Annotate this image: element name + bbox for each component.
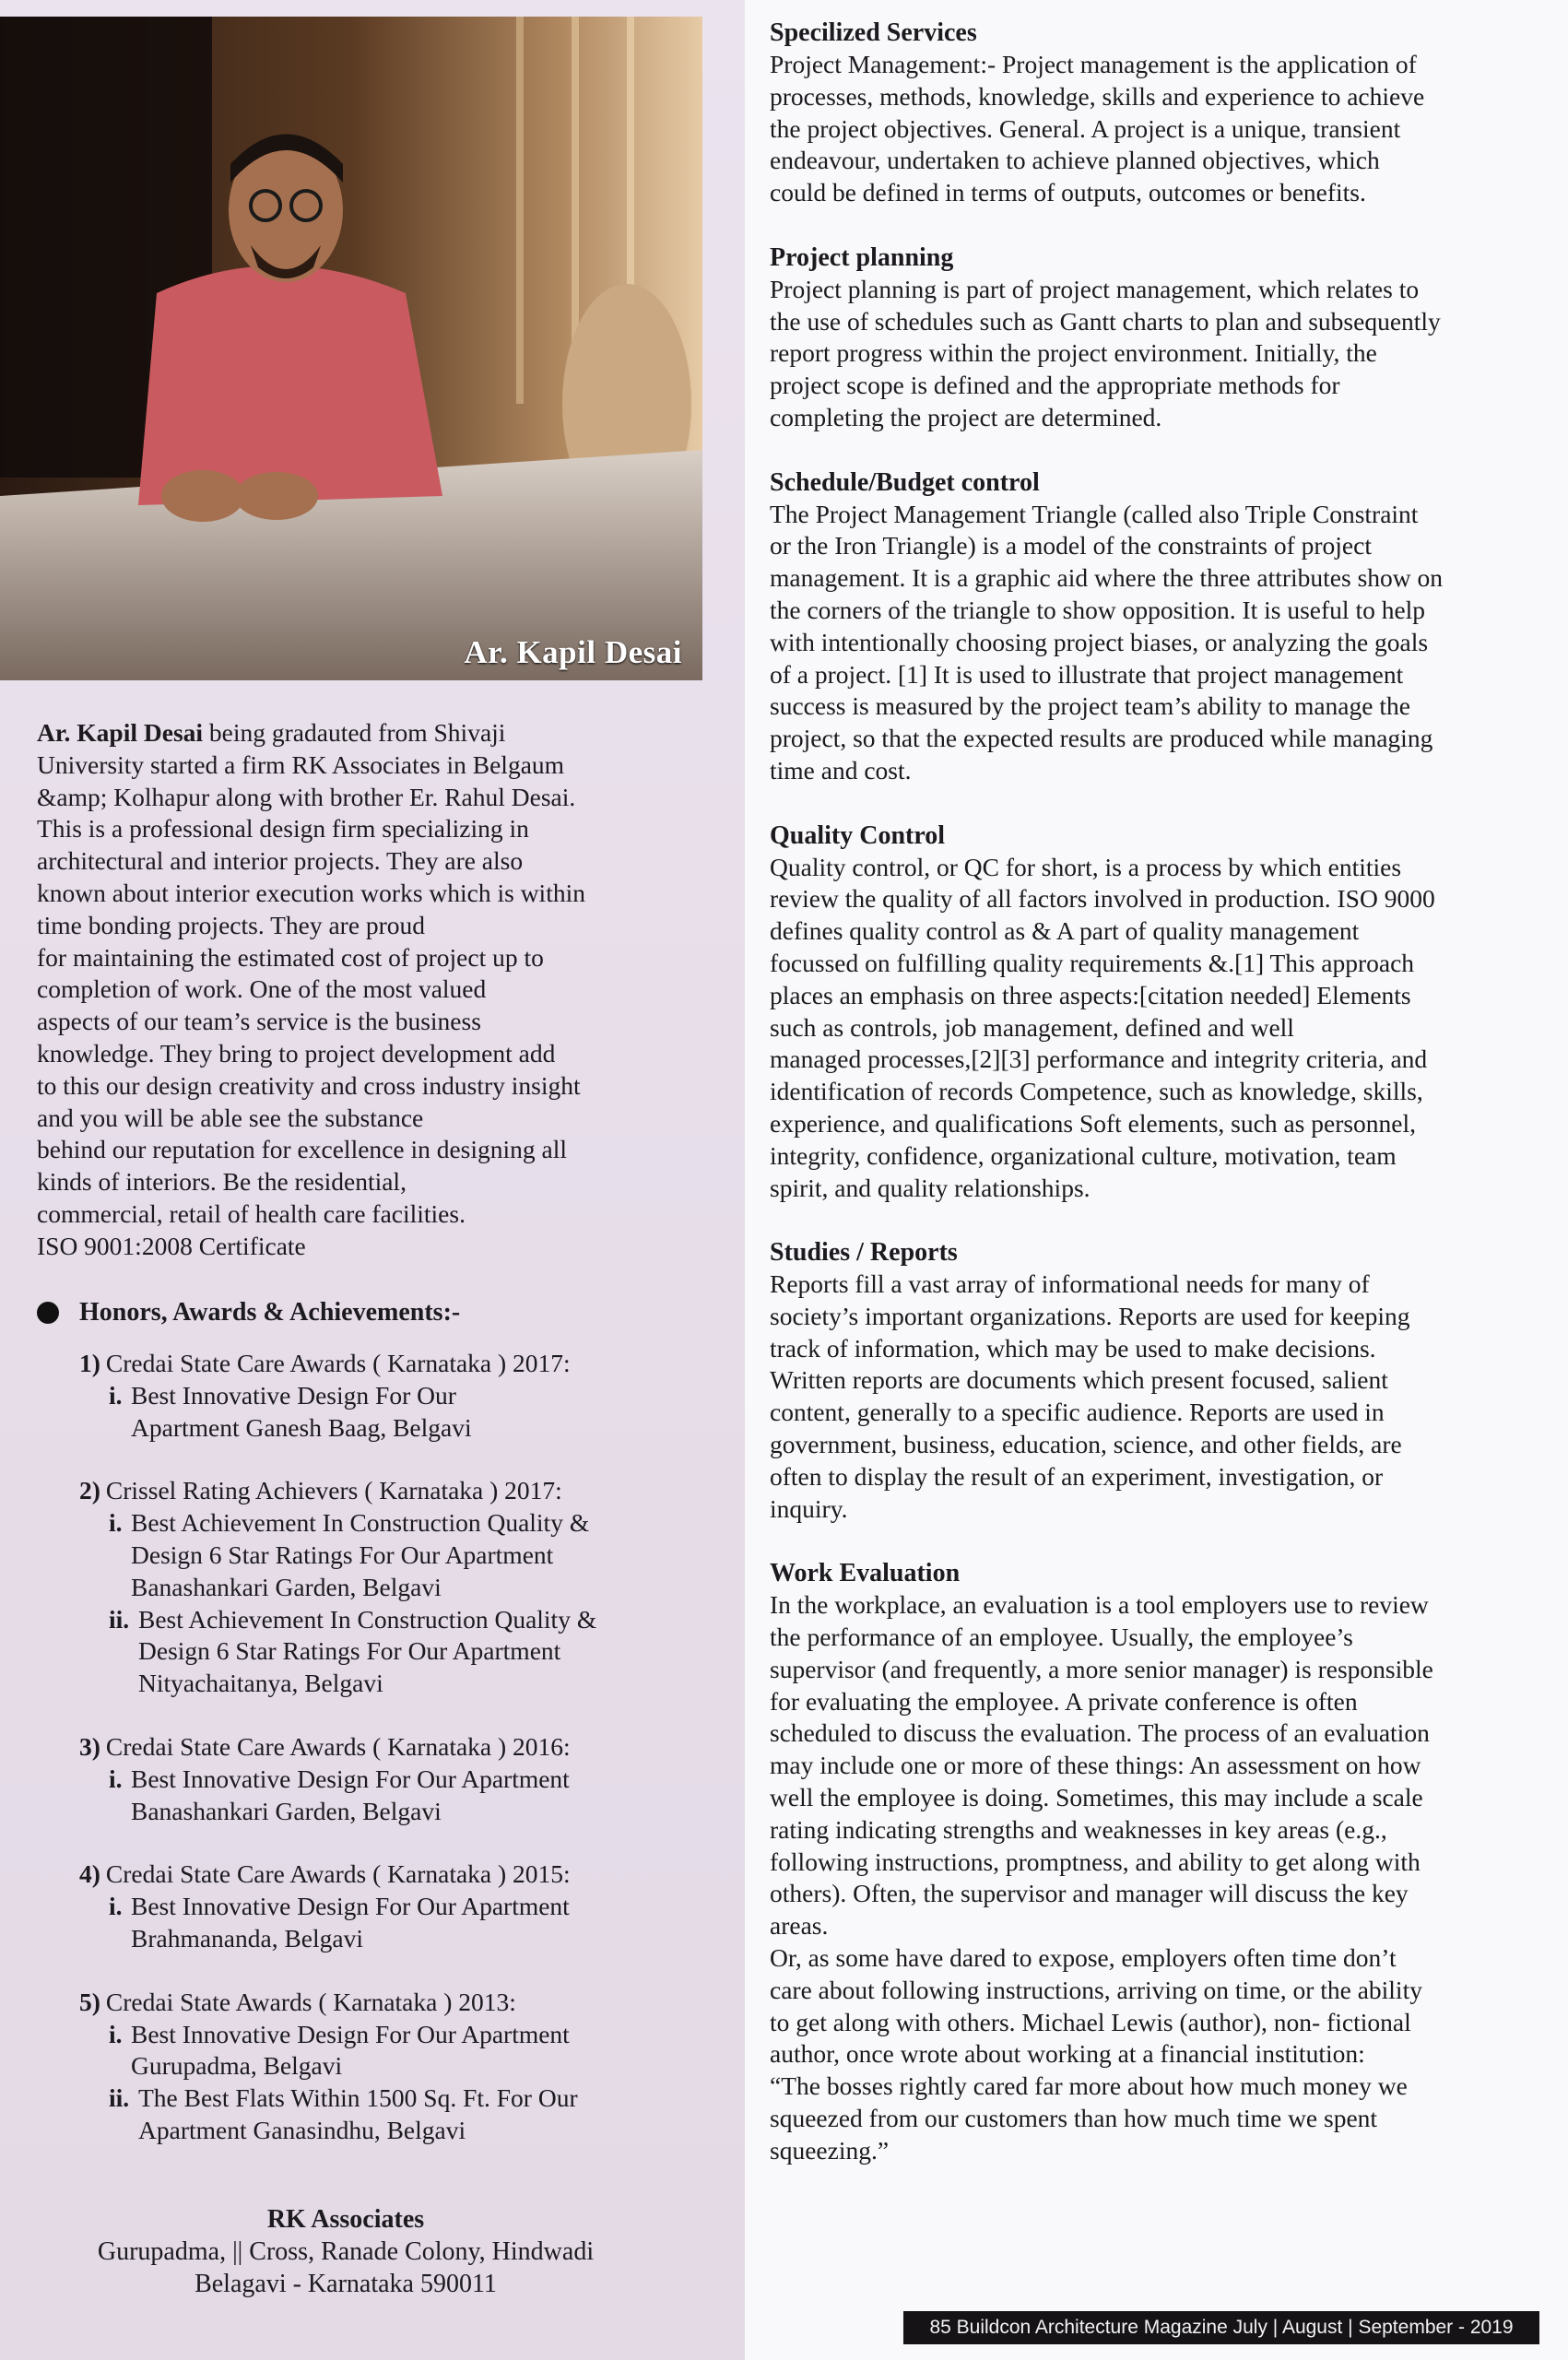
company-name: RK Associates <box>266 2205 425 2234</box>
section <box>770 466 1511 787</box>
section-line: the project objectives. General. A project is a unique, transient <box>770 113 1401 143</box>
award-item <box>79 1987 706 2147</box>
section-line: Quality control, or QC for short, is a process by which entities <box>770 852 1402 881</box>
section-line: rating indicating strengths and weaknesses in key areas (e.g., <box>770 1814 1387 1844</box>
section-line: the use of schedules such as Gantt charts to plan and subsequently <box>770 306 1441 336</box>
section-line: supervisor (and frequently, a more senior manager) is responsible <box>770 1654 1433 1683</box>
section-title: Work Evaluation <box>770 1559 961 1588</box>
bullet-icon <box>37 1302 59 1324</box>
award-subitem: i. Best Achievement In Construction Quality & Design 6 Star Ratings For Our Apartment Banashankari Garden, Belgavi <box>109 1508 590 1601</box>
section-line: others). Often, the supervisor and manager will discuss the key <box>770 1879 1409 1908</box>
section-title: Studies / Reports <box>770 1238 958 1268</box>
bio-line: to this our design creativity and cross industry insight <box>37 1070 581 1100</box>
bio-line: commercial, retail of health care facilities. <box>37 1198 466 1228</box>
section <box>770 1557 1511 2166</box>
award-subitem: i. Best Innovative Design For Our Apartment Ganesh Baag, Belgavi <box>109 1380 472 1442</box>
section-title: Specilized Services <box>770 18 977 47</box>
bio-line: known about interior execution works which is within <box>37 878 585 907</box>
section-line: scheduled to discuss the evaluation. The process of an evaluation <box>770 1718 1430 1748</box>
bio-line: Ar. Kapil Desai being gradauted from Shivaji <box>37 718 506 747</box>
section-line: author, once wrote about working at a financial institution: <box>770 2039 1365 2069</box>
awards-list <box>79 1348 706 2178</box>
section-line: squeezing.” <box>770 2135 890 2165</box>
section-title: Quality Control <box>770 820 946 850</box>
section-line: focussed on fulfilling quality requirements &.[1] This approach <box>770 948 1415 977</box>
section-line: inquiry. <box>770 1493 848 1523</box>
bio-line: &amp; Kolhapur along with brother Er. Rahul Desai. <box>37 782 576 811</box>
section-line: identification of records Competence, such as knowledge, skills, <box>770 1077 1423 1106</box>
portrait-illustration <box>0 17 702 680</box>
company-address <box>28 2203 664 2300</box>
award-item <box>79 1731 706 1827</box>
section-line: the performance of an employee. Usually, the employee’s <box>770 1622 1353 1652</box>
section-line: In the workplace, an evaluation is a tool employers use to review <box>770 1590 1429 1620</box>
section-line: Written reports are documents which present focused, salient <box>770 1365 1388 1395</box>
honors-heading-text: Honors, Awards & Achievements:- <box>79 1298 461 1327</box>
section-body <box>770 49 1511 209</box>
address-line-1: Gurupadma, || Cross, Ranade Colony, Hindwadi <box>97 2237 595 2266</box>
section-line: project scope is defined and the appropriate methods for <box>770 371 1340 400</box>
bio-line: and you will be able see the substance <box>37 1103 424 1132</box>
section <box>770 17 1511 209</box>
section-line: Or, as some have dared to expose, employers often time don’t <box>770 1943 1397 1973</box>
section-line: time and cost. <box>770 755 912 785</box>
section-line: may include one or more of these things: An assessment on how <box>770 1751 1421 1780</box>
section-line: completing the project are determined. <box>770 402 1162 431</box>
honors-heading <box>37 1298 460 1328</box>
section-body <box>770 1268 1511 1525</box>
section-body <box>770 852 1511 1205</box>
section-line: well the employee is doing. Sometimes, this may include a scale <box>770 1783 1423 1812</box>
bio-line: ISO 9001:2008 Certificate <box>37 1231 306 1260</box>
award-title: 5) Credai State Awards ( Karnataka ) 2013: <box>79 1987 516 2016</box>
section-line: government, business, education, science, and other fields, are <box>770 1430 1402 1459</box>
section-line: endeavour, undertaken to achieve planned objectives, which <box>770 146 1380 175</box>
section-line: of a project. [1] It is used to illustrate that project management <box>770 659 1404 689</box>
section-title: Schedule/Budget control <box>770 467 1040 497</box>
section-line: experience, and qualifications Soft elements, such as personnel, <box>770 1108 1417 1138</box>
section-line: often to display the result of an experiment, investigation, or <box>770 1461 1384 1491</box>
section-line: defines quality control as & A part of quality management <box>770 916 1360 946</box>
portrait-photo <box>0 17 702 680</box>
bio-line: architectural and interior projects. They are also <box>37 846 524 876</box>
bio-line: behind our reputation for excellence in designing all <box>37 1135 568 1164</box>
bio-line: This is a professional design firm specializing in <box>37 814 529 844</box>
section-line: management. It is a graphic aid where the three attributes show on <box>770 563 1444 593</box>
section <box>770 242 1511 434</box>
section-body <box>770 1589 1511 2166</box>
bio-line: knowledge. They bring to project development add <box>37 1038 556 1068</box>
award-title: 4) Credai State Care Awards ( Karnataka ) 2015: <box>79 1859 571 1889</box>
section-body <box>770 274 1511 434</box>
section-line: squeezed from our customers than how much time we spent <box>770 2104 1378 2133</box>
award-title: 3) Credai State Care Awards ( Karnataka ) 2016: <box>79 1731 571 1761</box>
section-line: the corners of the triangle to show opposition. It is useful to help <box>770 595 1426 624</box>
section-title: Project planning <box>770 242 954 272</box>
section-line: areas. <box>770 1911 829 1941</box>
award-item <box>79 1348 706 1444</box>
section-line: could be defined in terms of outputs, outcomes or benefits. <box>770 178 1366 207</box>
award-title: 2) Crissel Rating Achievers ( Karnataka ) 2017: <box>79 1476 562 1505</box>
award-item <box>79 1475 706 1700</box>
award-subitem: i. Best Innovative Design For Our Apartment Gurupadma, Belgavi <box>109 2019 570 2081</box>
bio-line: aspects of our team’s service is the business <box>37 1007 481 1036</box>
photo-caption: Ar. Kapil Desai <box>464 634 682 670</box>
section-line: managed processes,[2][3] performance and integrity criteria, and <box>770 1044 1428 1074</box>
award-item <box>79 1858 706 1954</box>
section-line: for evaluating the employee. A private conference is often <box>770 1686 1358 1716</box>
bio-line: time bonding projects. They are proud <box>37 910 426 939</box>
bio-line: for maintaining the estimated cost of project up to <box>37 942 544 972</box>
page-footer: 85 Buildcon Architecture Magazine July | August | September - 2019 <box>903 2311 1539 2344</box>
award-title: 1) Credai State Care Awards ( Karnataka ) 2017: <box>79 1349 571 1377</box>
services-sections <box>770 17 1511 2199</box>
section-line: to get along with others. Michael Lewis (author), non- fictional <box>770 2007 1411 2036</box>
award-subitem: ii. Best Achievement In Construction Quality & Design 6 Star Ratings For Our Apartment Nityachaitanya, Belgavi <box>109 1604 597 1698</box>
section-line: project, so that the expected results are produced while managing <box>770 724 1433 753</box>
section-body <box>770 499 1511 787</box>
address-line-2: Belagavi - Karnataka 590011 <box>195 2270 497 2298</box>
bio-text <box>37 717 682 1263</box>
section-line: track of information, which may be used to make decisions. <box>770 1333 1376 1363</box>
bio-line: kinds of interiors. Be the residential, <box>37 1167 407 1197</box>
section-line: “The bosses rightly cared far more about how much money we <box>770 2071 1408 2101</box>
section-line: such as controls, job management, defined and well <box>770 1012 1294 1042</box>
bio-name: Ar. Kapil Desai <box>37 718 204 747</box>
section <box>770 1236 1511 1525</box>
section-line: report progress within the project environment. Initially, the <box>770 338 1377 368</box>
section-line: Reports fill a vast array of informational needs for many of <box>770 1269 1370 1299</box>
section-line: places an emphasis on three aspects:[citation needed] Elements <box>770 980 1411 1009</box>
section-line: processes, methods, knowledge, skills and experience to achieve <box>770 81 1425 111</box>
section-line: care about following instructions, arriving on time, or the ability <box>770 1975 1422 2004</box>
bio-line: completion of work. One of the most valued <box>37 974 487 1004</box>
award-subitem: ii. The Best Flats Within 1500 Sq. Ft. For Our Apartment Ganasindhu, Belgavi <box>109 2083 578 2144</box>
section-line: content, generally to a specific audience. Reports are used in <box>770 1398 1385 1427</box>
section-line: spirit, and quality relationships. <box>770 1173 1091 1202</box>
section-line: society’s important organizations. Reports are used for keeping <box>770 1301 1410 1330</box>
award-subitem: i. Best Innovative Design For Our Apartment Banashankari Garden, Belgavi <box>109 1764 570 1825</box>
section <box>770 820 1511 1205</box>
section-line: Project planning is part of project management, which relates to <box>770 274 1420 303</box>
bio-line: University started a firm RK Associates in Belgaum <box>37 749 565 779</box>
section-line: or the Iron Triangle) is a model of the constraints of project <box>770 531 1372 560</box>
section-line: The Project Management Triangle (called also Triple Constraint <box>770 499 1419 528</box>
award-subitem: i. Best Innovative Design For Our Apartment Brahmananda, Belgavi <box>109 1892 570 1953</box>
section-line: with intentionally choosing project biases, or analyzing the goals <box>770 627 1429 656</box>
section-line: Project Management:- Project management is the application of <box>770 50 1417 78</box>
section-line: following instructions, promptness, and ability to get along with <box>770 1847 1421 1876</box>
section-line: integrity, confidence, organizational culture, motivation, team <box>770 1140 1397 1170</box>
section-line: success is measured by the project team’s ability to manage the <box>770 691 1410 721</box>
section-line: review the quality of all factors involved in production. ISO 9000 <box>770 884 1435 914</box>
